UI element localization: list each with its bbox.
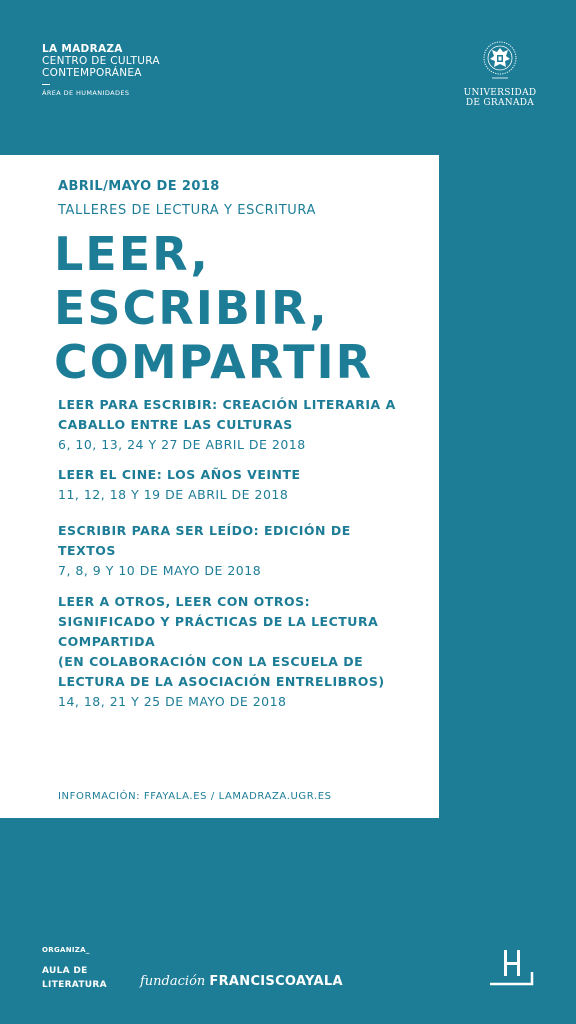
fundacion-logo: [140, 974, 343, 989]
university-logo: [458, 40, 542, 109]
workshop-4-dates: 14, 18, 21 Y 25 DE MAYO DE 2018: [58, 694, 287, 709]
fundacion-name: FRANCISCOAYALA: [209, 974, 343, 989]
main-title: [54, 227, 373, 389]
university-name-line-2: DE GRANADA: [465, 98, 535, 109]
fundacion-word: fundación: [140, 974, 206, 989]
org-line-1: CENTRO DE CULTURA: [42, 54, 160, 67]
workshop-4-name-line-2: SIGNIFICADO Y PRÁCTICAS DE LA LECTURA: [58, 614, 379, 629]
workshop-4-name-line-3: COMPARTIDA: [58, 634, 156, 649]
org-title: LA MADRAZA: [42, 43, 123, 55]
subtitle: TALLERES DE LECTURA Y ESCRITURA: [58, 203, 316, 218]
org-area: ÁREA DE HUMANIDADES: [42, 89, 130, 98]
workshop-1-dates: 6, 10, 13, 24 Y 27 DE ABRIL DE 2018: [58, 437, 306, 452]
date-heading: ABRIL/MAYO DE 2018: [58, 179, 220, 194]
divider: [42, 84, 50, 85]
poster-card: [0, 155, 439, 818]
workshop-2-name-line-1: LEER EL CINE: LOS AÑOS VEINTE: [58, 467, 301, 482]
organiza-label: ORGANIZA_: [42, 946, 90, 954]
madraza-block: [42, 44, 160, 98]
workshop-4-name-line-4: (EN COLABORACIÓN CON LA ESCUELA DE: [58, 654, 364, 669]
workshop-1: [58, 395, 418, 455]
workshop-3-name-line-1: ESCRIBIR PARA SER LEÍDO: EDICIÓN DE: [58, 523, 351, 538]
info-links[interactable]: INFORMACIÓN: FFAYALA.ES / LAMADRAZA.UGR.ES: [58, 791, 332, 802]
workshop-1-name-line-1: LEER PARA ESCRIBIR: CREACIÓN LITERARIA A: [58, 397, 396, 412]
aula-line-2: LITERATURA: [42, 980, 107, 990]
workshop-4-name-line-1: LEER A OTROS, LEER CON OTROS:: [58, 594, 311, 609]
main-title-line-1: LEER,: [54, 227, 210, 281]
main-title-line-3: COMPARTIR: [54, 335, 373, 389]
university-crest-icon: [482, 40, 518, 84]
workshop-3: [58, 521, 418, 581]
workshop-3-dates: 7, 8, 9 Y 10 DE MAYO DE 2018: [58, 563, 262, 578]
workshop-3-name-line-2: TEXTOS: [58, 543, 116, 558]
workshop-1-name-line-2: CABALLO ENTRE LAS CULTURAS: [58, 417, 293, 432]
university-name-line-1: UNIVERSIDAD: [463, 88, 537, 98]
workshop-4-name-line-5: LECTURA DE LA ASOCIACIÓN ENTRELIBROS): [58, 674, 385, 689]
main-title-line-2: ESCRIBIR,: [54, 281, 329, 335]
workshop-4: [58, 592, 418, 712]
workshop-2-dates: 11, 12, 18 Y 19 DE ABRIL DE 2018: [58, 487, 289, 502]
h-logo-icon: [488, 948, 534, 988]
org-line-2: CONTEMPORÁNEA: [42, 66, 142, 79]
aula-logo: [42, 964, 107, 992]
aula-line-1: AULA DE: [42, 966, 88, 976]
workshop-2: [58, 465, 418, 505]
